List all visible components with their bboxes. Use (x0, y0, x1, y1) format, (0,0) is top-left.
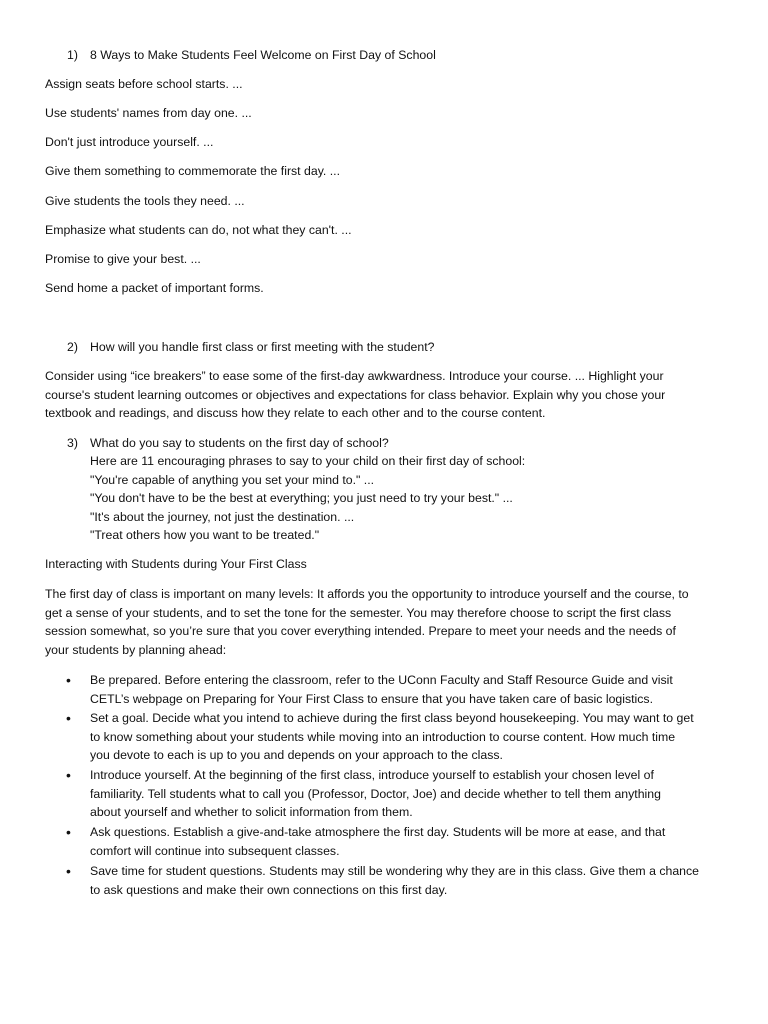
paragraph-line: course's student learning outcomes or objectives and expectations for class behavior. Explain why you chose your (45, 387, 666, 402)
bullet-line: Be prepared. Before entering the classroom, refer to the UConn Faculty and Staff Resource Guide and visit (90, 673, 673, 687)
paragraph-line: get a sense of your students, and to set the tone for the semester. You may therefore choose to script the first class (45, 605, 672, 620)
section-2-paragraph (45, 367, 735, 423)
bullet-line: to ask questions and make their own connections on this first day. (90, 882, 448, 897)
list-item: Give students the tools they need. ... (45, 194, 245, 208)
paragraph-line: your students by planning ahead: (45, 642, 227, 657)
list-item: Assign seats before school starts. ... (45, 77, 243, 91)
bullet-line: comfort will continue into subsequent classes. (90, 843, 340, 858)
section-title: Interacting with Students during Your First Class (45, 557, 307, 571)
bullet-line: about yourself and whether to solicit information from them. (90, 805, 413, 819)
phrase-item: "You're capable of anything you set your mind to." ... (90, 473, 375, 487)
paragraph-line: session somewhat, so you’re sure that you cover everything intended. Prepare to meet your needs and the needs of (45, 624, 676, 638)
list-item: Emphasize what students can do, not what they can't. ... (45, 223, 352, 237)
phrase-item: "Treat others how you want to be treated." (90, 528, 320, 542)
bullet-line: familiarity. Tell students what to call you (Professor, Doctor, Joe) and decide whether to tell them anything (90, 786, 661, 801)
bullet-line: to know something about your students while moving into an introduction to course content. How much time (90, 729, 676, 744)
bullet-line: CETL’s webpage on Preparing for Your First Class to ensure that you have taken care of basic logistics. (90, 691, 654, 706)
section-2-heading: How will you handle first class or first meeting with the student? (90, 340, 435, 354)
bullet-line: Set a goal. Decide what you intend to achieve during the first class beyond housekeeping. You may want to get (90, 711, 694, 725)
bullet-item (90, 709, 740, 765)
bullet-line: Ask questions. Establish a give-and-take atmosphere the first day. Students will be more at ease, and that (90, 825, 666, 839)
bullet-line: Introduce yourself. At the beginning of the first class, introduce yourself to establish your chosen level of (90, 768, 654, 782)
bullet-item (90, 671, 740, 708)
bullet-icon: • (66, 767, 71, 783)
section-2-number: 2) (67, 340, 78, 354)
paragraph-line: Consider using “ice breakers” to ease some of the first-day awkwardness. Introduce your course. ... Highlight your (45, 369, 664, 383)
bullet-line: Save time for student questions. Students may still be wondering why they are in this class. Give them a chance (90, 864, 700, 878)
section-3-intro: Here are 11 encouraging phrases to say to your child on their first day of school: (90, 454, 526, 468)
list-item: Promise to give your best. ... (45, 252, 201, 266)
list-item: Send home a packet of important forms. (45, 281, 264, 295)
bullet-icon: • (66, 672, 71, 688)
list-item: Give them something to commemorate the first day. ... (45, 164, 341, 178)
phrase-item: "You don't have to be the best at everything; you just need to try your best." ... (90, 491, 513, 505)
section-1-number: 1) (67, 48, 78, 62)
paragraph-line: The first day of class is important on many levels: It affords you the opportunity to introduce yourself and the course, to (45, 587, 689, 601)
list-item: Use students' names from day one. ... (45, 106, 252, 120)
bullet-icon: • (66, 824, 71, 840)
bullet-icon: • (66, 710, 71, 726)
paragraph-line: textbook and readings, and discuss how they relate to each other and to the course content. (45, 406, 546, 420)
bullet-line: you devote to each is up to you and depends on your approach to the class. (90, 748, 503, 762)
bullet-icon: • (66, 863, 71, 879)
interacting-paragraph (45, 585, 735, 659)
section-3-heading: What do you say to students on the first day of school? (90, 436, 389, 450)
list-item: Don't just introduce yourself. ... (45, 135, 214, 149)
bullet-item (90, 823, 740, 860)
bullet-item (90, 862, 740, 899)
section-3-number: 3) (67, 436, 78, 450)
phrase-item: "It's about the journey, not just the destination. ... (90, 510, 355, 524)
section-1-heading: 8 Ways to Make Students Feel Welcome on First Day of School (90, 48, 436, 62)
bullet-item (90, 766, 740, 822)
